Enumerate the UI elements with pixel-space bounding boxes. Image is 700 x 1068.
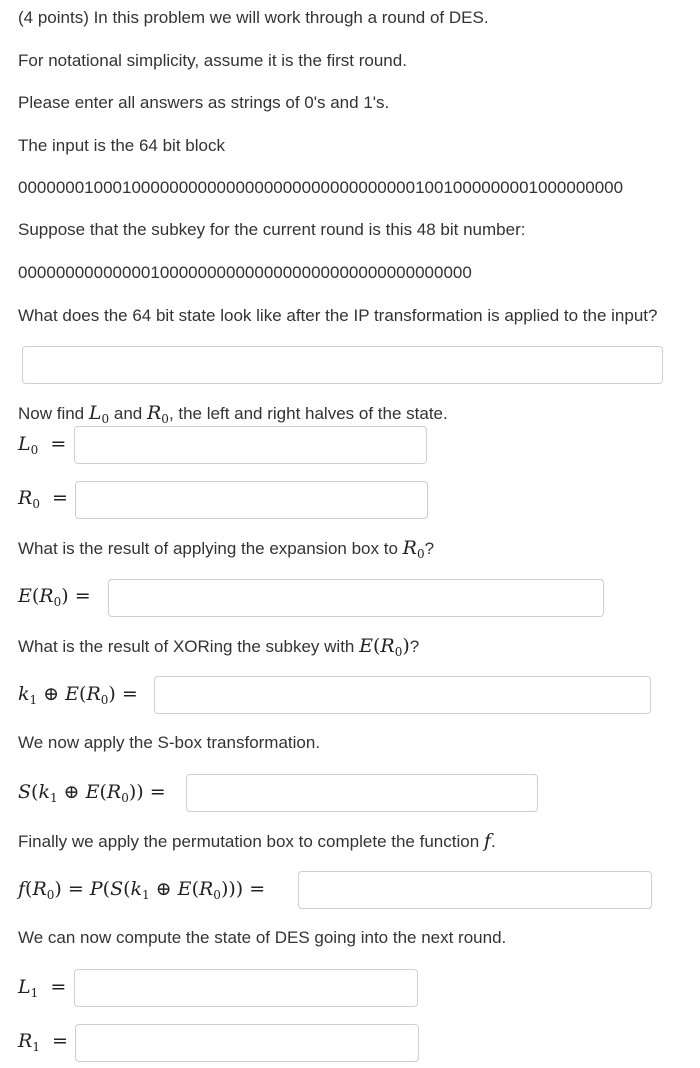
ip-question: What does the 64 bit state look like after the IP transformation is applied to the input? xyxy=(18,306,658,325)
halves-prefix: Now find xyxy=(18,404,85,423)
subkey-value: 000000000000001000000000000000000000000000000000 xyxy=(18,263,472,282)
r1-label: $R_1$ = xyxy=(18,1030,68,1054)
l1-input[interactable] xyxy=(74,969,418,1007)
l0-symbol: $L_0$ xyxy=(88,402,110,426)
sbox-statement: We now apply the S-box transformation. xyxy=(18,733,321,752)
sbox-label: $S(k_1$ ⊕ $E(R_0)$) = xyxy=(18,781,166,805)
r0-label: $R_0$ = xyxy=(18,487,68,511)
pbox-suffix: . xyxy=(490,832,496,851)
input-block: 0000000100010000000000000000000000000000001001000000001000000000 xyxy=(18,178,624,197)
pbox-statement xyxy=(18,830,496,852)
r1-input[interactable] xyxy=(75,1024,419,1062)
xor-question xyxy=(18,635,419,657)
f-input[interactable] xyxy=(298,871,652,909)
format-note: Please enter all answers as strings of 0's and 1's. xyxy=(18,93,390,112)
sbox-input[interactable] xyxy=(186,774,538,812)
halves-and: and xyxy=(113,404,143,423)
assumption-text: For notational simplicity, assume it is the first round. xyxy=(18,51,407,70)
xor-suffix: ? xyxy=(409,637,420,656)
xor-question-text: What is the result of XORing the subkey with xyxy=(18,637,355,656)
expansion-question xyxy=(18,537,434,559)
e-r0-symbol: $E(R_0)$ xyxy=(359,635,410,659)
e-r0-label: $E(R_0)$ = xyxy=(18,585,91,609)
r0-symbol: $R_0$ xyxy=(402,537,425,561)
expansion-suffix: ? xyxy=(424,539,435,558)
input-label: The input is the 64 bit block xyxy=(18,136,225,155)
pbox-statement-text: Finally we apply the permutation box to complete the function xyxy=(18,832,480,851)
subkey-label: Suppose that the subkey for the current round is this 48 bit number: xyxy=(18,220,526,239)
f-label: $f(R_0) = P(S(k_1$ ⊕ $E(R_0)$)) = xyxy=(18,878,266,902)
next-round-statement: We can now compute the state of DES going into the next round. xyxy=(18,928,507,947)
problem-intro: (4 points) In this problem we will work through a round of DES. xyxy=(18,8,489,27)
expansion-question-text: What is the result of applying the expansion box to xyxy=(18,539,398,558)
f-symbol: f xyxy=(483,830,491,852)
halves-suffix: , the left and right halves of the state. xyxy=(168,404,448,423)
l0-input[interactable] xyxy=(74,426,427,464)
e-r0-input[interactable] xyxy=(108,579,604,617)
halves-question xyxy=(18,402,448,424)
ip-state-input[interactable] xyxy=(22,346,663,384)
xor-label: $k_1$ ⊕ $E(R_0)$ = xyxy=(18,683,138,707)
l1-label: $L_1$ = xyxy=(18,976,67,1000)
r0-symbol: $R_0$ xyxy=(146,402,169,426)
xor-input[interactable] xyxy=(154,676,651,714)
l0-label: $L_0$ = xyxy=(18,433,67,457)
r0-input[interactable] xyxy=(75,481,428,519)
